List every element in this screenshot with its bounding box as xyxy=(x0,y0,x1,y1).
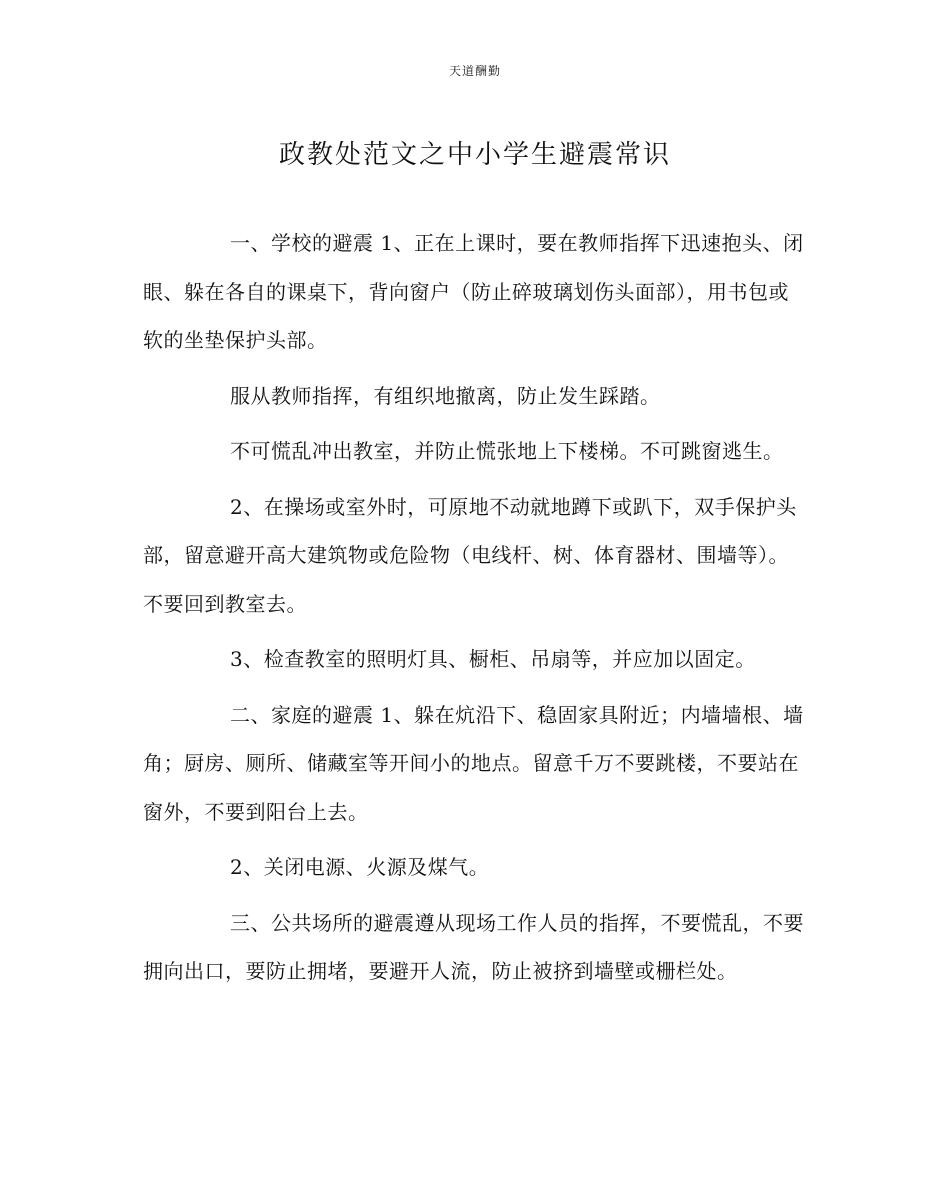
paragraph-home-section: 二、家庭的避震 1、躲在炕沿下、稳固家具附近；内墙墙根、墙角；厨房、厕所、储藏室等开间小的地点。留意千万不要跳楼，不要站在窗外，不要到阳台上去。 xyxy=(143,702,804,824)
paragraph-public-section: 三、公共场所的避震遵从现场工作人员的指挥，不要慌乱，不要拥向出口，要防止拥堵，要避开人流，防止被挤到墙壁或栅栏处。 xyxy=(143,910,804,983)
document-title: 政教处范文之中小学生避震常识 xyxy=(278,140,671,170)
paragraph-check-fixtures: 3、检查教室的照明灯具、橱柜、吊扇等，并应加以固定。 xyxy=(230,647,756,671)
paragraph-follow-teacher: 服从教师指挥，有组织地撤离，防止发生踩踏。 xyxy=(230,383,661,408)
paragraph-shut-utilities: 2、关闭电源、火源及煤气。 xyxy=(230,855,490,879)
document-body xyxy=(143,219,808,1003)
paragraph-outdoor: 2、在操场或室外时，可原地不动就地蹲下或趴下，双手保护头部，留意避开高大建筑物或危险物（电线杆、树、体育器材、围墙等）。不要回到教室去。 xyxy=(143,494,797,616)
paragraph-no-panic: 不可慌乱冲出教室，并防止慌张地上下楼梯。不可跳窗逃生。 xyxy=(230,439,784,463)
page-header: 天道酬勤 xyxy=(448,64,501,78)
paragraph-school-section: 一、学校的避震 1、正在上课时，要在教师指挥下迅速抱头、闭眼、躲在各自的课桌下，背向窗户（防止碎玻璃划伤头面部），用书包或软的坐垫保护头部。 xyxy=(143,231,804,352)
